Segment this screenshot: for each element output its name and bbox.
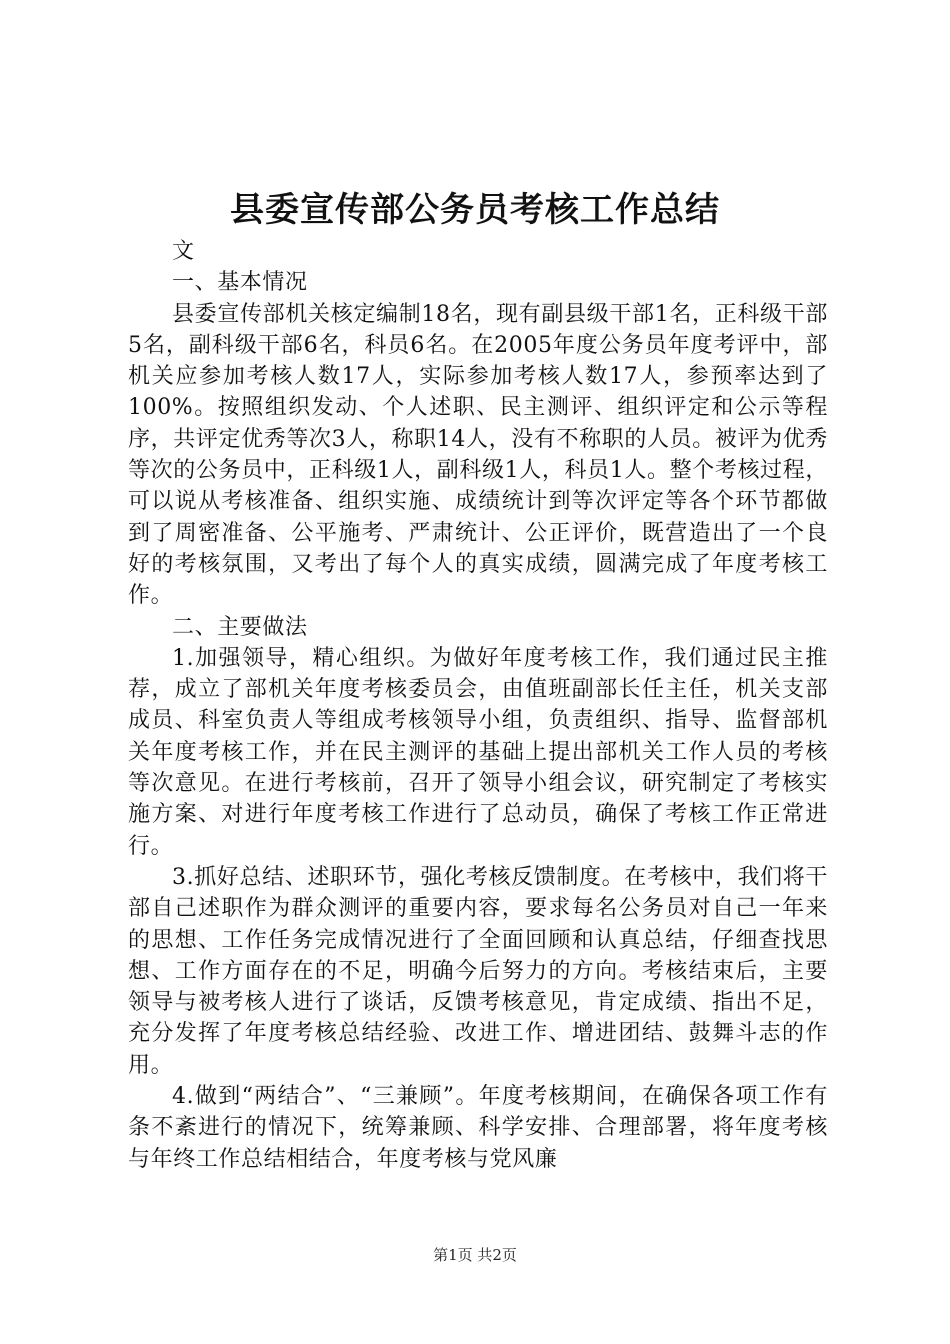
paragraph-practice-3: 3.抓好总结、述职环节，强化考核反馈制度。在考核中，我们将干部自己述职作为群众测评的重要内容，要求每名公务员对自己一年来的思想、工作任务完成情况进行了全面回顾和认真总结，仔细查找思想、工作方面存在的不足，明确今后努力的方向。考核结束后，主要领导与被考核人进行了谈话，反馈考核意见，肯定成绩、指出不足，充分发挥了年度考核总结经验、改进工作、增进团结、鼓舞斗志的作用。: [128, 864, 828, 1078]
document-body: [128, 236, 828, 1175]
document-title: 县委宣传部公务员考核工作总结: [230, 190, 720, 230]
section-heading-basic-situation: 一、基本情况: [172, 270, 308, 296]
paragraph-practice-1: 1.加强领导，精心组织。为做好年度考核工作，我们通过民主推荐，成立了部机关年度考核委员会，由值班副部长任主任，机关支部成员、科室负责人等组成考核领导小组，负责组织、指导、监督部机关年度考核工作，并在民主测评的基础上提出部机关工作人员的考核等次意见。在进行考核前，召开了领导小组会议，研究制定了考核实施方案、对进行年度考核工作进行了总动员，确保了考核工作正常进行。: [128, 645, 828, 859]
section-heading-main-practices: 二、主要做法: [172, 614, 308, 640]
author-line: 文: [172, 239, 195, 264]
paragraph-basic-situation: 县委宣传部机关核定编制18名，现有副县级干部1名，正科级干部5名，副科级干部6名，科员6名。在2005年度公务员年度考评中，部机关应参加考核人数17人，实际参加考核人数17人，参预率达到了100%。按照组织发动、个人述职、民主测评、组织评定和公示等程序，共评定优秀等次3人，称职14人，没有不称职的人员。被评为优秀等次的公务员中，正科级1人，副科级1人，科员1人。整个考核过程，可以说从考核准备、组织实施、成绩统计到等次评定等各个环节都做到了周密准备、公平施考、严肃统计、公正评价，既营造出了一个良好的考核氛围，又考出了每个人的真实成绩，圆满完成了年度考核工作。: [128, 301, 828, 609]
page-number-footer: 第1页 共2页: [433, 1246, 517, 1264]
paragraph-practice-4: 4.做到“两结合”、“三兼顾”。年度考核期间，在确保各项工作有条不紊进行的情况下，统筹兼顾、科学安排、合理部署，将年度考核与年终工作总结相结合，年度考核与党风廉: [128, 1084, 828, 1172]
